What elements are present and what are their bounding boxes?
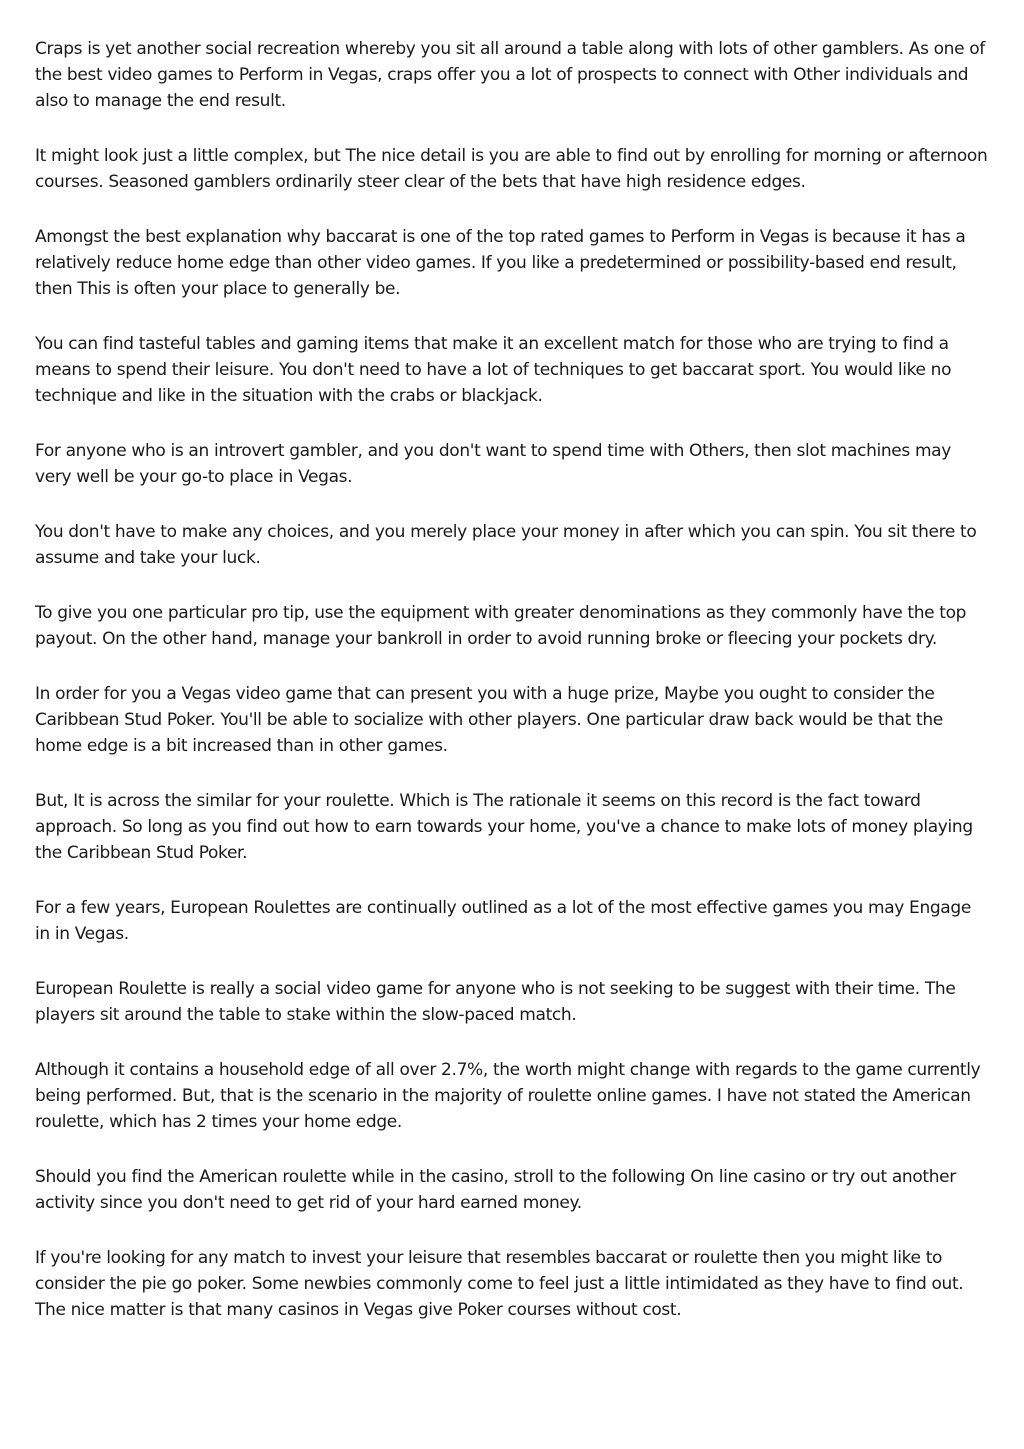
paragraph: For a few years, European Roulettes are continually outlined as a lot of the most effective games you may Engage in in Vegas. <box>35 898 971 944</box>
document-body <box>35 36 990 1352</box>
paragraph: But, It is across the similar for your roulette. Which is The rationale it seems on this record is the fact toward approach. So long as you find out how to earn towards your home, you've a chance to make lots of money playing the Caribbean Stud Poker. <box>35 791 973 863</box>
paragraph: If you're looking for any match to invest your leisure that resembles baccarat or roulette then you might like to consider the pie go poker. Some newbies commonly come to feel just a little intimidated as they have to find out. The nice matter is that many casinos in Vegas give Poker courses without cost. <box>35 1248 964 1320</box>
paragraph: You don't have to make any choices, and you merely place your money in after which you can spin. You sit there to assume and take your luck. <box>35 522 977 568</box>
paragraph: To give you one particular pro tip, use the equipment with greater denominations as they commonly have the top payout. On the other hand, manage your bankroll in order to avoid running broke or fleecing your pockets dry. <box>35 603 967 649</box>
paragraph: In order for you a Vegas video game that can present you with a huge prize, Maybe you ought to consider the Caribbean Stud Poker. You'll be able to socialize with other players. One particular draw back would be that the home edge is a bit increased than in other games. <box>35 684 943 756</box>
paragraph: Craps is yet another social recreation whereby you sit all around a table along with lots of other gamblers. As one of the best video games to Perform in Vegas, craps offer you a lot of prospects to connect with Other individuals and also to manage the end result. <box>35 39 985 111</box>
paragraph: For anyone who is an introvert gambler, and you don't want to spend time with Others, then slot machines may very well be your go-to place in Vegas. <box>35 441 951 487</box>
paragraph: Although it contains a household edge of all over 2.7%, the worth might change with regards to the game currently being performed. But, that is the scenario in the majority of roulette online games. I have not stated the American roulette, which has 2 times your home edge. <box>35 1060 981 1132</box>
paragraph: You can find tasteful tables and gaming items that make it an excellent match for those who are trying to find a means to spend their leisure. You don't need to have a lot of techniques to get baccarat sport. You would like no technique and like in the situation with the crabs or blackjack. <box>35 334 952 406</box>
paragraph: Amongst the best explanation why baccarat is one of the top rated games to Perform in Vegas is because it has a relatively reduce home edge than other video games. If you like a predetermined or possibility-based end result, then This is often your place to generally be. <box>35 227 966 299</box>
paragraph: Should you find the American roulette while in the casino, stroll to the following On line casino or try out another activity since you don't need to get rid of your hard earned money. <box>35 1167 956 1213</box>
paragraph: European Roulette is really a social video game for anyone who is not seeking to be suggest with their time. The players sit around the table to stake within the slow-paced match. <box>35 979 956 1025</box>
paragraph: It might look just a little complex, but The nice detail is you are able to find out by enrolling for morning or afternoon courses. Seasoned gamblers ordinarily steer clear of the bets that have high residence edges. <box>35 146 988 192</box>
